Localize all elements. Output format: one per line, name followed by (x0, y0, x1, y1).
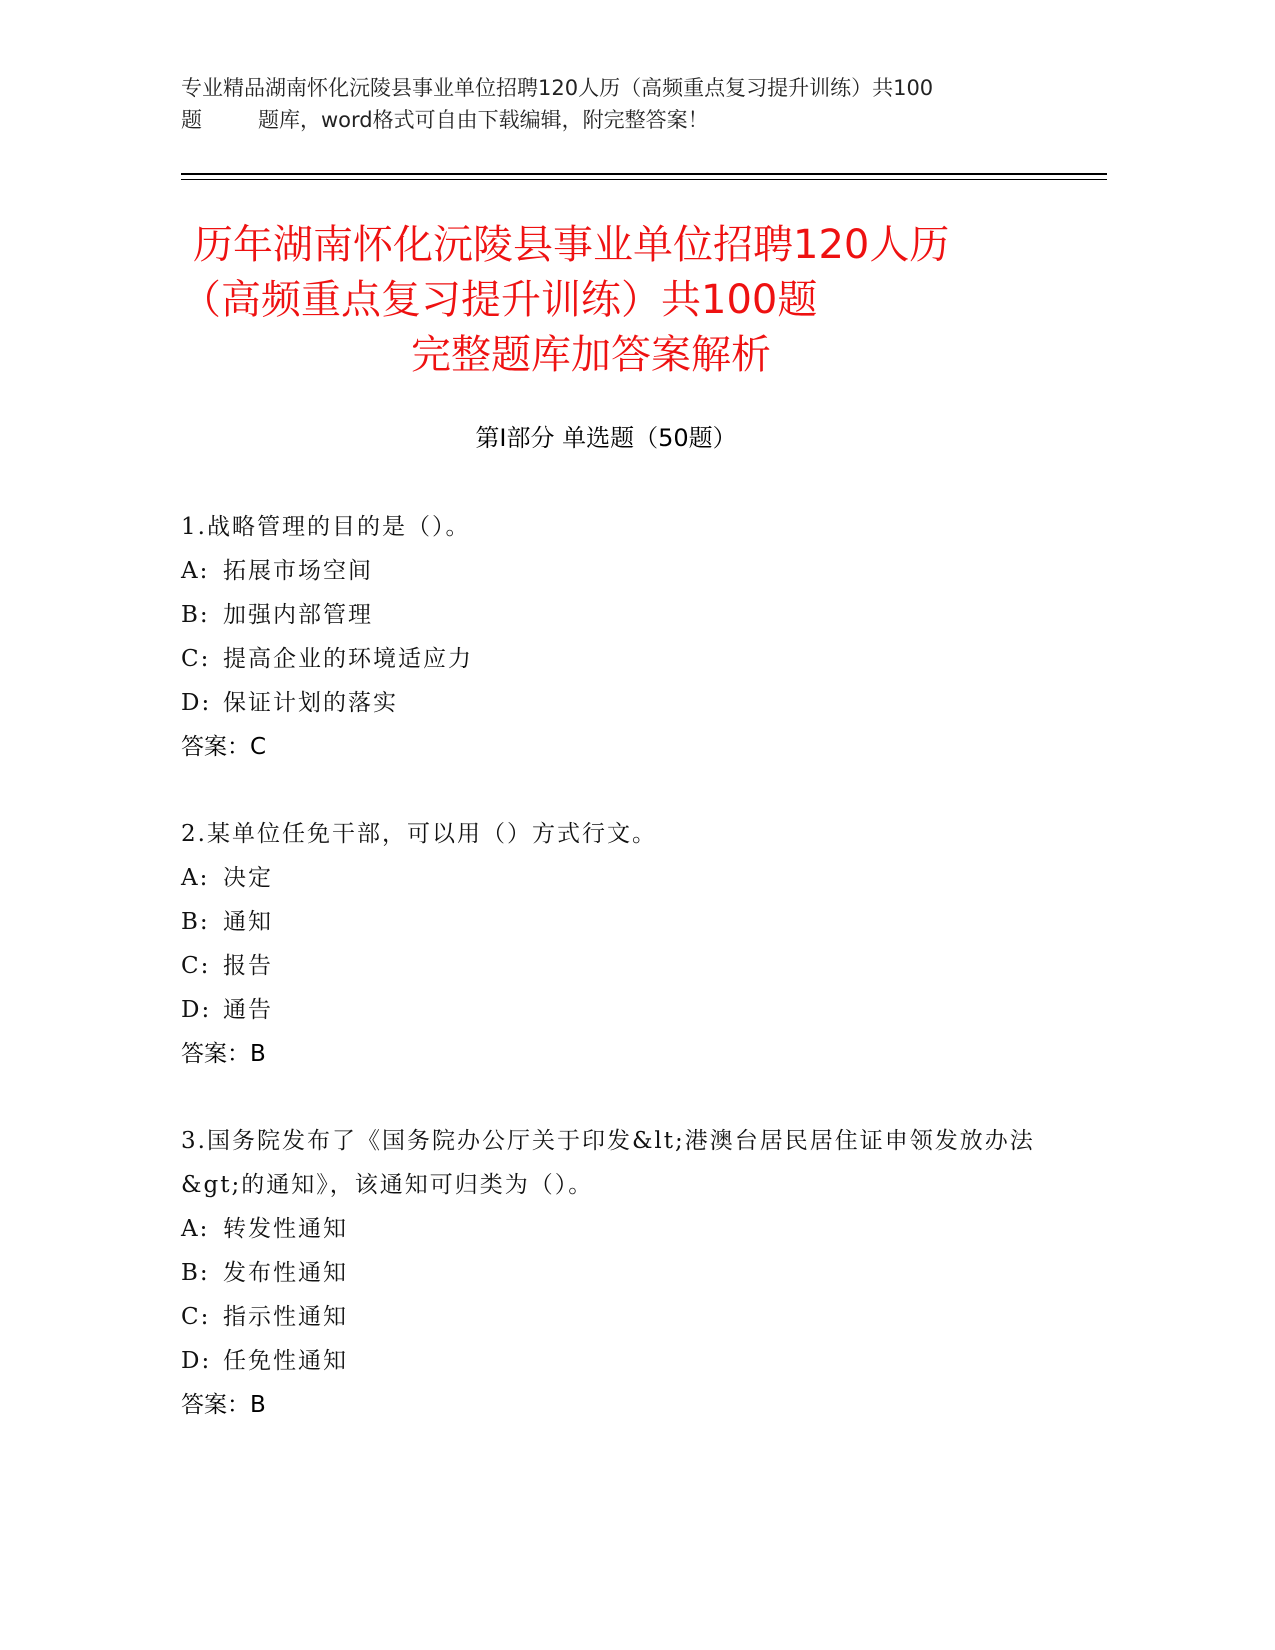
option-key: B: (181, 909, 210, 935)
question-3 (181, 1119, 1051, 1427)
option-text: 指示性通知 (223, 1304, 348, 1330)
question-stem: 3.国务院发布了《国务院办公厅关于印发&lt;港澳台居民居住证申领发放办法&gt;的通知》，该通知可归类为（）。 (181, 1128, 1035, 1198)
option-key: A: (181, 1216, 210, 1242)
option-key: A: (181, 865, 210, 891)
option-b (181, 593, 1051, 637)
option-key: D: (181, 997, 212, 1023)
option-b (181, 900, 1051, 944)
document-title (181, 218, 1107, 383)
option-text: 转发性通知 (223, 1216, 348, 1242)
option-text: 保证计划的落实 (223, 690, 398, 716)
header-line-2-right: 题库，word格式可自由下载编辑，附完整答案！ (258, 108, 709, 132)
option-d (181, 1339, 1051, 1383)
option-text: 报告 (223, 953, 273, 979)
title-line-1: 历年湖南怀化沅陵县事业单位招聘120人历 (193, 222, 950, 268)
question-2 (181, 812, 1051, 1076)
title-line-2: （高频重点复习提升训练）共100题 (181, 277, 818, 323)
option-c (181, 944, 1051, 988)
option-key: B: (181, 1260, 210, 1286)
section-title: 第Ⅰ部分 单选题（50题） (475, 424, 737, 452)
option-text: 加强内部管理 (223, 602, 373, 628)
option-key: D: (181, 690, 212, 716)
option-d (181, 988, 1051, 1032)
answer-line: 答案：B (181, 1041, 266, 1067)
option-text: 决定 (223, 865, 273, 891)
document-header-note (181, 72, 1081, 136)
option-key: B: (181, 602, 210, 628)
question-stem: 2.某单位任免干部，可以用（）方式行文。 (181, 821, 657, 847)
option-text: 通告 (223, 997, 273, 1023)
option-text: 提高企业的环境适应力 (223, 646, 473, 672)
option-text: 通知 (223, 909, 273, 935)
question-1 (181, 505, 1051, 769)
question-stem: 1.战略管理的目的是（）。 (181, 514, 471, 540)
option-a (181, 549, 1051, 593)
option-text: 任免性通知 (223, 1348, 348, 1374)
option-d (181, 681, 1051, 725)
header-line-2 (181, 104, 1081, 136)
option-c (181, 637, 1051, 681)
question-list (181, 505, 1051, 1470)
header-divider-thin (181, 179, 1107, 180)
option-key: C: (181, 646, 211, 672)
option-key: A: (181, 558, 210, 584)
option-c (181, 1295, 1051, 1339)
option-key: C: (181, 1304, 211, 1330)
header-line-2-left: 题 (181, 108, 202, 132)
header-line-1: 专业精品湖南怀化沅陵县事业单位招聘120人历（高频重点复习提升训练）共100 (181, 76, 934, 100)
answer-line: 答案：B (181, 1392, 266, 1418)
title-line-3: 完整题库加答案解析 (411, 332, 771, 378)
header-divider-thick (181, 173, 1107, 175)
option-key: D: (181, 1348, 212, 1374)
answer-line: 答案：C (181, 734, 267, 760)
option-b (181, 1251, 1051, 1295)
option-text: 拓展市场空间 (223, 558, 373, 584)
option-a (181, 856, 1051, 900)
option-a (181, 1207, 1051, 1251)
option-key: C: (181, 953, 211, 979)
option-text: 发布性通知 (223, 1260, 348, 1286)
